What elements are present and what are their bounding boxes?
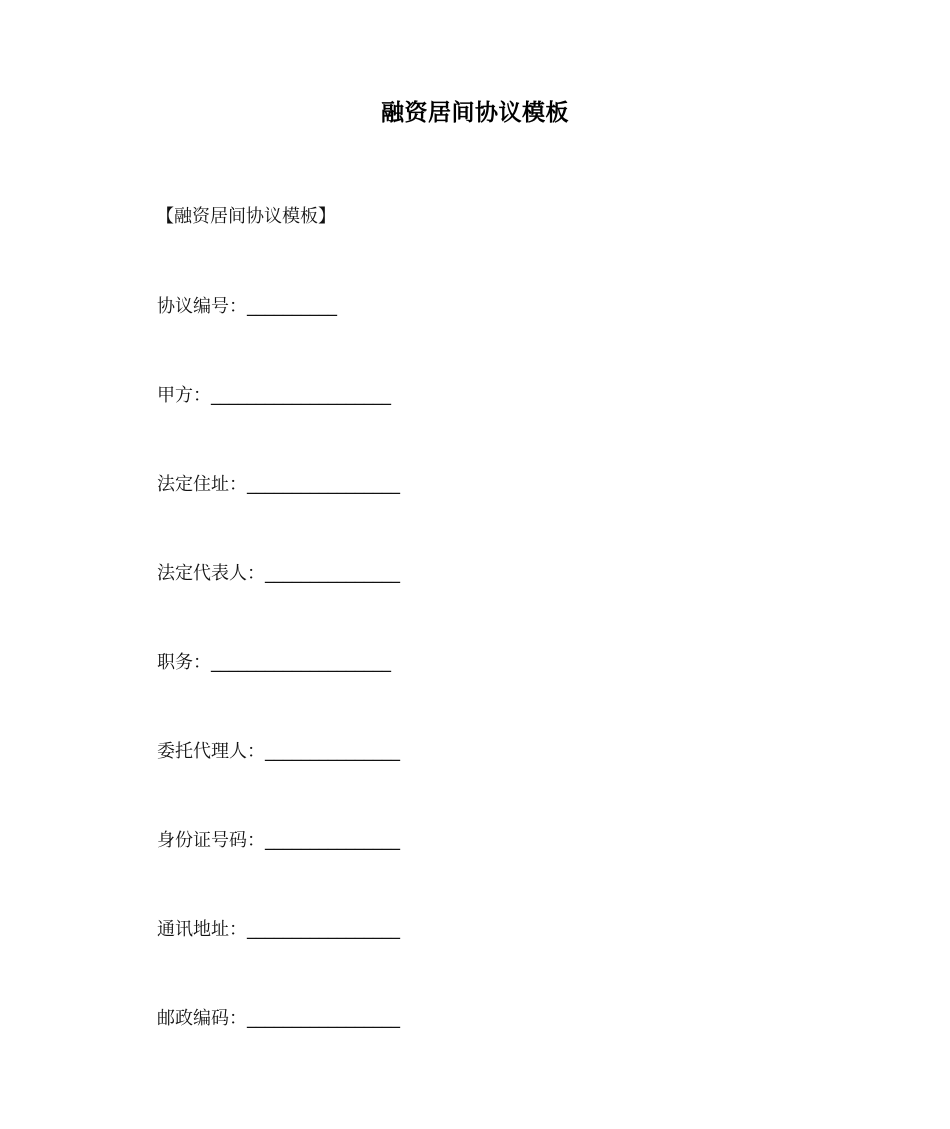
postal-code-label: 邮政编码： <box>157 1008 247 1029</box>
legal-representative-blank: _______________ <box>265 563 400 584</box>
position-label: 职务： <box>157 652 211 673</box>
party-a-line <box>157 383 391 409</box>
id-number-line <box>157 828 400 854</box>
agreement-number-line <box>157 294 337 320</box>
mailing-address-line <box>157 917 400 943</box>
authorized-agent-blank: _______________ <box>265 741 400 762</box>
authorized-agent-label: 委托代理人： <box>157 741 265 762</box>
document-title: 融资居间协议模板 <box>381 100 569 126</box>
agreement-number-label: 协议编号： <box>157 296 247 317</box>
position-line <box>157 650 391 676</box>
id-number-blank: _______________ <box>265 830 400 851</box>
postal-code-line <box>157 1006 400 1032</box>
legal-representative-line <box>157 561 400 587</box>
legal-address-blank: _________________ <box>247 474 400 495</box>
id-number-label: 身份证号码： <box>157 830 265 851</box>
party-a-blank: ____________________ <box>211 385 391 406</box>
position-blank: ____________________ <box>211 652 391 673</box>
postal-code-blank: _________________ <box>247 1008 400 1029</box>
agreement-number-blank: __________ <box>247 296 337 317</box>
authorized-agent-line <box>157 739 400 765</box>
mailing-address-label: 通讯地址： <box>157 919 247 940</box>
legal-address-label: 法定住址： <box>157 474 247 495</box>
legal-representative-label: 法定代表人： <box>157 563 265 584</box>
party-a-label: 甲方： <box>157 385 211 406</box>
document-subtitle: 【融资居间协议模板】 <box>156 206 336 227</box>
legal-address-line <box>157 472 400 498</box>
mailing-address-blank: _________________ <box>247 919 400 940</box>
